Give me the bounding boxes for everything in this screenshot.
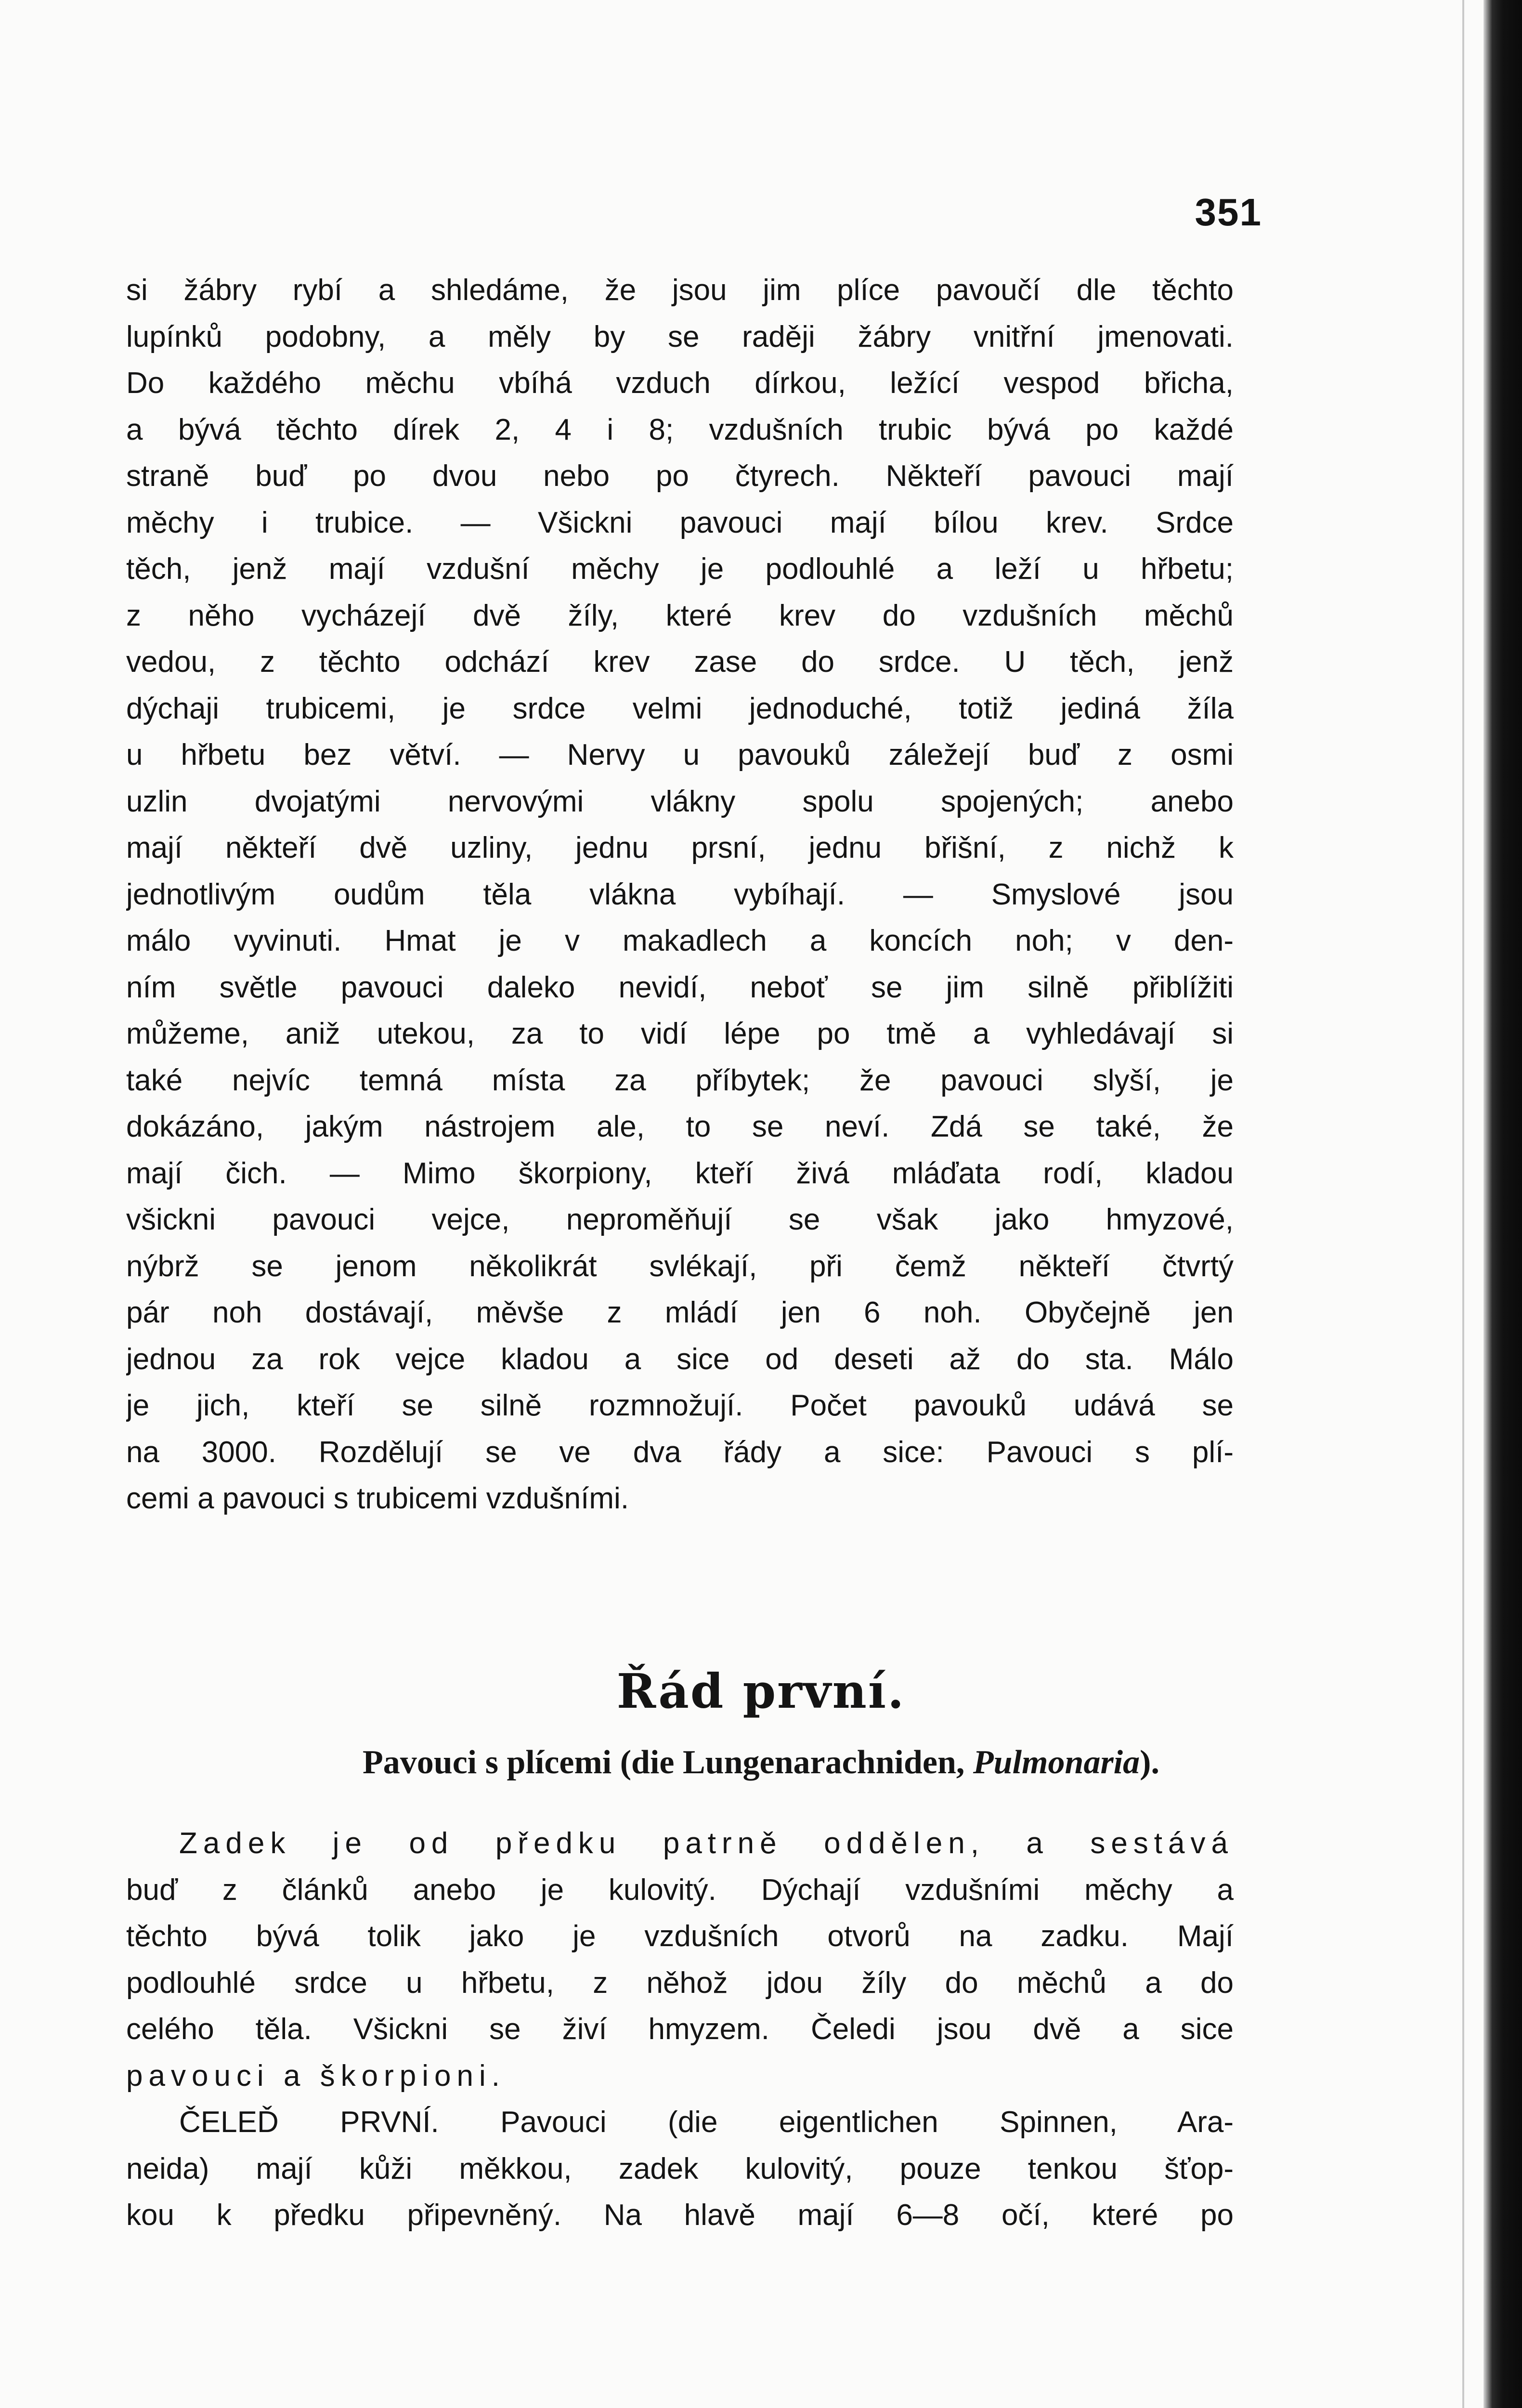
paragraph-2 <box>126 1820 1234 2239</box>
text-line: je jich, kteří se silně rozmnožují. Počet pavouků udává se <box>126 1389 1234 1422</box>
text-line: vedou, z těchto odchází krev zase do srdce. U těch, jenž <box>126 645 1234 679</box>
text-line: buď z článků anebo je kulovitý. Dýchají vzdušními měchy a <box>126 1873 1234 1907</box>
text-line: dokázáno, jakým nástrojem ale, to se neví. Zdá se také, že <box>126 1110 1234 1143</box>
text-line: Do každého měchu vbíhá vzduch dírkou, ležící vespod břicha, <box>126 366 1234 400</box>
text-line: můžeme, aniž utekou, za to vidí lépe po tmě a vyhledávají si <box>126 1017 1234 1050</box>
text-line: kou k předku připevněný. Na hlavě mají 6—8 očí, které po <box>126 2199 1234 2232</box>
order-heading: Řád první. <box>616 1664 906 1719</box>
text-line: také nejvíc temná místa za příbytek; že pavouci slyší, je <box>126 1063 1234 1097</box>
text-line: pár noh dostávají, měvše z mládí jen 6 noh. Obyčejně jen <box>126 1296 1234 1329</box>
text-line: málo vyvinuti. Hmat je v makadlech a koncích noh; v den- <box>126 924 1234 957</box>
text-line: mají někteří dvě uzliny, jednu prsní, jednu břišní, z nichž k <box>126 831 1234 864</box>
text-line: těchto bývá tolik jako je vzdušních otvorů na zadku. Mají <box>126 1920 1234 1953</box>
text-line: na 3000. Rozdělují se ve dva řády a sice: Pavouci s plí- <box>126 1435 1234 1469</box>
scan-dark-border <box>1483 0 1522 2408</box>
text-line: z něho vycházejí dvě žíly, které krev do vzdušních měchů <box>126 599 1234 632</box>
subheading-end: ). <box>1140 1744 1159 1781</box>
text-line: podlouhlé srdce u hřbetu, z něhož jdou žíly do měchů a do <box>126 1966 1234 2000</box>
text-line: u hřbetu bez větví. — Nervy u pavouků záležejí buď z osmi <box>126 738 1234 772</box>
text-line: Zadek je od předku patrně oddělen, a sestává <box>179 1827 1234 1860</box>
text-line: dýchaji trubicemi, je srdce velmi jednoduché, totiž jediná žíla <box>126 692 1234 725</box>
text-line: ČELEĎ PRVNÍ. Pavouci (die eigentlichen Spinnen, Ara- <box>179 2106 1234 2139</box>
text-line: všickni pavouci vejce, neproměňují se však jako hmyzové, <box>126 1203 1234 1236</box>
page-number: 351 <box>1195 191 1262 234</box>
text-line: lupínků podobny, a měly by se raději žábry vnitřní jmenovati. <box>126 320 1234 353</box>
text-line: straně buď po dvou nebo po čtyrech. Někteří pavouci mají <box>126 459 1234 493</box>
text-line: jednotlivým oudům těla vlákna vybíhají. — Smyslové jsou <box>126 877 1234 911</box>
text-line: těch, jenž mají vzdušní měchy je podlouhlé a leží u hřbetu; <box>126 552 1234 586</box>
text-line: a bývá těchto dírek 2, 4 i 8; vzdušních trubic bývá po každé <box>126 413 1234 446</box>
subheading-main: Pavouci s plícemi (die Lungenarachniden, <box>363 1744 973 1781</box>
text-line: celého těla. Všickni se živí hmyzem. Čeledi jsou dvě a sice <box>126 2013 1234 2046</box>
text-line: mají čich. — Mimo škorpiony, kteří živá mláďata rodí, kladou <box>126 1156 1234 1190</box>
section-subheading <box>0 1743 1522 1782</box>
paragraph-1 <box>126 267 1234 1522</box>
scan-edge-line <box>1462 0 1464 2408</box>
text-line: cemi a pavouci s trubicemi vzdušními. <box>126 1482 629 1515</box>
text-line: ním světle pavouci daleko nevidí, neboť se jim silně přiblížiti <box>126 970 1234 1004</box>
text-line: měchy i trubice. — Všickni pavouci mají bílou krev. Srdce <box>126 506 1234 539</box>
text-line: neida) mají kůži měkkou, zadek kulovitý, pouze tenkou šťop- <box>126 2152 1234 2186</box>
text-line: pavouci a škorpioni. <box>126 2059 506 2093</box>
text-line: jednou za rok vejce kladou a sice od deseti až do sta. Málo <box>126 1342 1234 1376</box>
text-line: nýbrž se jenom několikrát svlékají, při čemž někteří čtvrtý <box>126 1249 1234 1283</box>
text-line: uzlin dvojatými nervovými vlákny spolu spojených; anebo <box>126 785 1234 818</box>
subheading-latin: Pulmonaria <box>973 1744 1140 1781</box>
text-line: si žábry rybí a shledáme, že jsou jim plíce pavoučí dle těchto <box>126 274 1234 307</box>
